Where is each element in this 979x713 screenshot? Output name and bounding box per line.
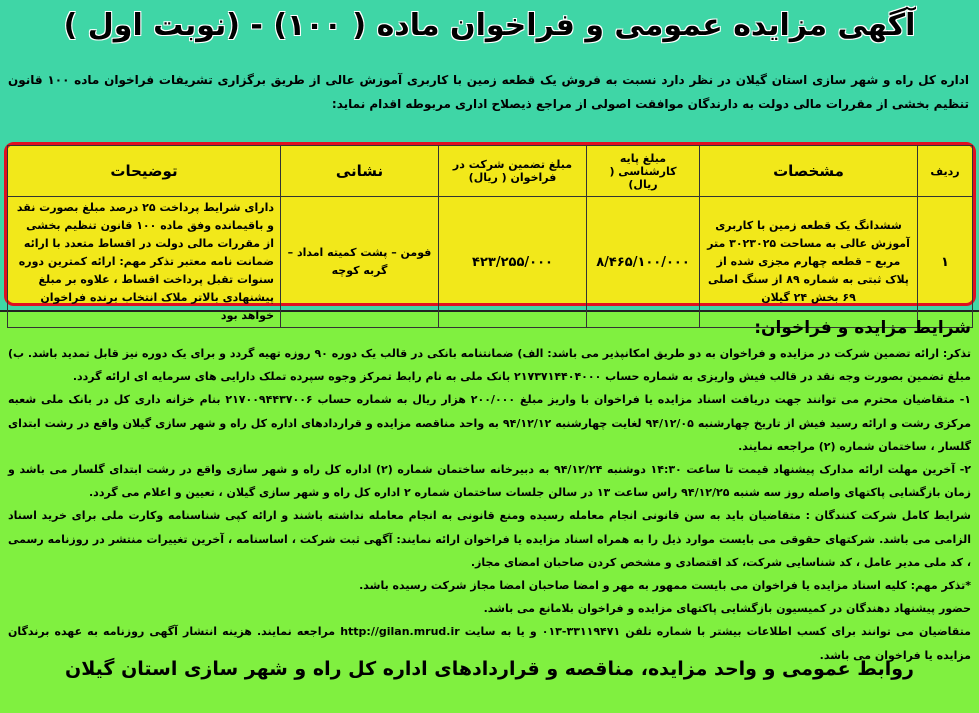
cell-row-no: ۱ <box>918 197 973 328</box>
condition-paragraph: ۲- آخرین مهلت ارائه مدارک پیشنهاد قیمت تا ساعت ۱۴:۳۰ دوشنبه ۹۴/۱۲/۲۴ به دبیرخانه ساختمان شماره (۲) اداره کل راه و شهر سازی واقع در رشت ابتدای گلسار می باشد و زمان بازگشایی پاکتهای واصله روز سه شنبه ۹۴/۱۲/۲۵ راس ساعت ۱۳ در سالن جلسات ساختمان شماره ۲ اداره کل راه و شهر سازی گیلان ، تعیین و اعلام می گردد. <box>8 463 971 500</box>
header-spec: مشخصات <box>700 146 918 197</box>
condition-paragraph: تذکر: ارائه تضمین شرکت در مزایده و فراخوان به دو طریق امکانپذیر می باشد: الف) ضمانتنامه بانکی در قالب یک دوره ۹۰ روزه تهیه گردد و برای یک دوره نیز قابل تمدید باشد. ب) مبلغ تضمین بصورت وجه نقد در قالب فیش واریزی به شماره حساب ۲۱۷۳۷۱۴۴۰۴۰۰۰ بانک ملی به نام رابط تمرکز وجوه سپرده تملک دارایی های سرمایه ای ارائه گردد. <box>8 347 971 384</box>
header-notes: توضیحات <box>8 146 281 197</box>
header-row-no: ردیف <box>918 146 973 197</box>
condition-paragraph: ۱- متقاضیان محترم می توانند جهت دریافت اسناد مزایده یا فراخوان با واریز مبلغ ۲۰۰/۰۰۰ هزار ریال به شماره حساب ۲۱۷۰۰۹۴۴۳۷۰۰۶ بنام خزانه داری کل در بانک ملی شعبه مرکزی رشت و ارائه رسید فیش از تاریخ چهارشنبه ۹۴/۱۲/۰۵ لغایت چهارشنبه ۹۴/۱۲/۱۲ به واحد مناقصه مزایده و قراردادهای اداره کل راه و شهر سازی گیلان واقع در رشت ابتدای گلسار ، ساختمان شماره (۲) مراجعه نمایند. <box>8 393 971 453</box>
cell-notes: دارای شرایط پرداخت ۲۵ درصد مبلغ بصورت نقد و باقیمانده وفق ماده ۱۰۰ قانون تنظیم بخشی از مقررات مالی دولت در اقساط متعدد با ارائه ضمانت نامه معتبر تذکر مهم: ارائه کمترین دوره سنوات تقبل پرداخت اقساط ، علاوه بر مبلغ پیشنهادی بالاتر ملاک انتخاب برنده فراخوان خواهد بود <box>8 197 281 328</box>
table-header-row <box>8 146 973 197</box>
auction-table <box>7 145 973 328</box>
header-address: نشانی <box>281 146 439 197</box>
conditions-section <box>8 318 971 667</box>
header-deposit: مبلغ تضمین شرکت در فراخوان ( ریال) <box>439 146 587 197</box>
cell-address: فومن – پشت کمیته امداد – گربه کوچه <box>281 197 439 328</box>
condition-paragraph: حضور پیشنهاد دهندگان در کمیسیون بازگشایی پاکتهای مزایده و فراخوان بلامانع می باشد. <box>483 602 971 616</box>
condition-paragraph: متقاضیان می توانند برای کسب اطلاعات بیشتر با شماره تلفن ۳۳۱۱۹۴۷۱-۰۱۳ و یا به سایت http://gilan.mrud.ir مراجعه نمایند. هزینه انتشار آگهی روزنامه به عهده برندگان مزایده یا فراخوان می باشد. <box>8 625 971 662</box>
intro-text: اداره کل راه و شهر سازی استان گیلان در نظر دارد نسبت به فروش یک قطعه زمین با کاربری آموزش عالی از طریق برگزاری تشریفات فراخوان ماده ۱۰۰ قانون تنظیم بخشی از مقررات مالی دولت به دارندگان موافقت اصولی از مراجع ذیصلاح اداری مربوطه اقدام نماید: <box>8 73 970 111</box>
header-section <box>0 0 979 322</box>
condition-paragraph: *تذکر مهم: کلیه اسناد مزایده یا فراخوان می بایست ممهور به مهر و امضا صاحبان امضا مجاز شرکت رسیده باشد. <box>359 579 971 593</box>
condition-paragraph: شرایط کامل شرکت کنندگان : متقاضیان باید به سن قانونی انجام معامله رسیده ومنع قانونی به انجام معامله نداشته باشند و ارائه کپی شناسنامه وکارت ملی برای خرید اسناد الزامی می باشد. شرکتهای حقوقی می بایست موارد ذیل را به همراه اسناد مزایده یا فراخوان ارائه نمایند: آگهی ثبت شرکت ، اساسنامه ، آخرین تغییرات منتشر در روزنامه رسمی ، کد ملی مدیر عامل ، کد شناسایی شرکت، کد اقتصادی و مشخص کردن صاحبان امضای مجاز. <box>8 509 971 569</box>
cell-deposit: ۴۲۳/۲۵۵/۰۰۰ <box>439 197 587 328</box>
table-row <box>8 197 973 328</box>
cell-base-price: ۸/۴۶۵/۱۰۰/۰۰۰ <box>587 197 700 328</box>
footer-signature: روابط عمومی و واحد مزایده، مناقصه و قراردادهای اداره کل راه و شهر سازی استان گیلان <box>65 658 914 680</box>
auction-table-frame <box>4 142 976 322</box>
header-base-price: مبلغ پایه کارشناسی ( ریال) <box>587 146 700 197</box>
cell-spec: ششدانگ یک قطعه زمین با کاربری آموزش عالی به مساحت ۳۰۲۳۰۲۵ متر مربع – قطعه چهارم مجزی شده از پلاک ثبتی به شماره ۸۹ از سنگ اصلی ۶۹ بخش ۲۴ گیلان <box>700 197 918 328</box>
page-title: آگهی مزایده عمومی و فراخوان ماده ( ۱۰۰) - (نوبت اول ) <box>63 8 916 43</box>
conditions-heading: شرایط مزایده و فراخوان: <box>754 318 971 338</box>
